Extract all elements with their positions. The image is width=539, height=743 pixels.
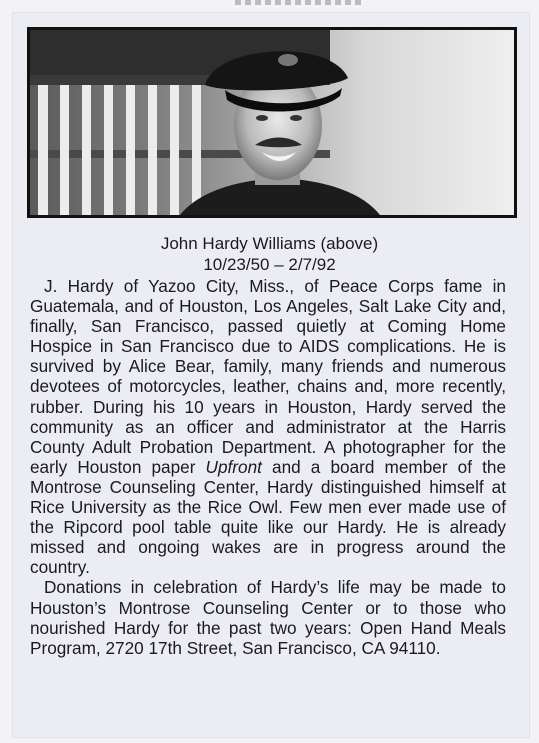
paragraph-text: J. Hardy of Yazoo City, Miss., of Peace Corps fame in Guatemala, and of Houston, Los Angeles, Salt Lake City and, finally, San Francisco, passed quietly at Coming Home Hospice in San Francisco due to AIDS complications. He is survived by Alice Bear, family, many friends and numerous devotees of motorcycles, leather, chains and, more recently, rubber. During his 10 years in Houston, Hardy served the community as an officer and administrator at the Harris County Adult Probation Department. A photographer for the early Houston paper	[30, 276, 506, 477]
obituary-text	[30, 276, 506, 658]
obituary-dates: 10/23/50 – 2/7/92	[203, 255, 336, 274]
obituary-name: John Hardy Williams (above)	[160, 234, 379, 253]
obituary-paragraph: Donations in celebration of Hardy’s life may be made to Houston’s Montrose Counseling Center or to those who nourished Hardy for the past two years: Open Hand Meals Program, 2720 17th Street, San Francisco, CA 94110.	[30, 577, 506, 658]
paragraph-text: and a board member of the Montrose Counseling Center, Hardy distinguished himself at Rice University as the Rice Owl. Few men ever made use of the Ripcord pool table quite like our Hardy. He is already missed and ongoing wakes are in progress around the country.	[30, 456, 506, 578]
cropped-headline-fragment	[235, 0, 365, 5]
newspaper-title: Upfront	[205, 456, 262, 477]
obituary-paragraph	[30, 276, 506, 577]
photo-frame	[27, 27, 517, 218]
portrait-photo	[30, 30, 514, 215]
